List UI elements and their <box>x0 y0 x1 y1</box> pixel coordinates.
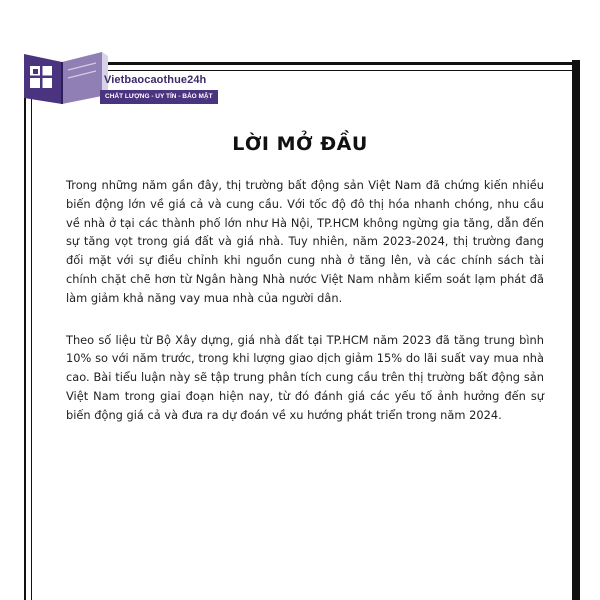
book-icon <box>18 46 110 108</box>
brand-name: Vietbaocaothue24h <box>104 74 207 86</box>
paragraph-intro: Trong những năm gần đây, thị trường bất động sản Việt Nam đã chứng kiến nhiều biến động lớn về giá cả và cung cầu. Với tốc độ đô thị hóa nhanh chóng, nhu cầu về nhà ở tại các thành phố lớn như Hà Nội, TP.HCM không ngừng gia tăng, dẫn đến sự tăng vọt trong giá đất và giá nhà. Tuy nhiên, năm 2023-2024, thị trường đang đối mặt với sự điều chỉnh khi nguồn cung nhà ở tăng lên, và các chính sách tài chính chặt chẽ hơn từ Ngân hàng Nhà nước Việt Nam nhằm kiểm soát lạm phát đã làm giảm khả năng vay mua nhà của người dân. <box>66 178 544 305</box>
document-title: LỜI MỞ ĐẦU <box>232 133 368 155</box>
paragraph-statistics: Theo số liệu từ Bộ Xây dựng, giá nhà đất tại TP.HCM năm 2023 đã tăng trung bình 10% so với năm trước, trong khi lượng giao dịch giảm 15% do lãi suất vay mua nhà cao. Bài tiểu luận này sẽ tập trung phân tích cung cầu trên thị trường bất động sản Việt Nam trong giai đoạn hiện nay, từ đó đánh giá các yếu tố ảnh hưởng đến sự biến động giá cả và đưa ra dự đoán về xu hướng phát triển trong năm 2024. <box>66 332 544 422</box>
document-body <box>66 176 544 448</box>
brand-tagline: CHẤT LƯỢNG - UY TÍN - BẢO MẬT <box>100 90 218 104</box>
brand-logo <box>18 46 218 110</box>
